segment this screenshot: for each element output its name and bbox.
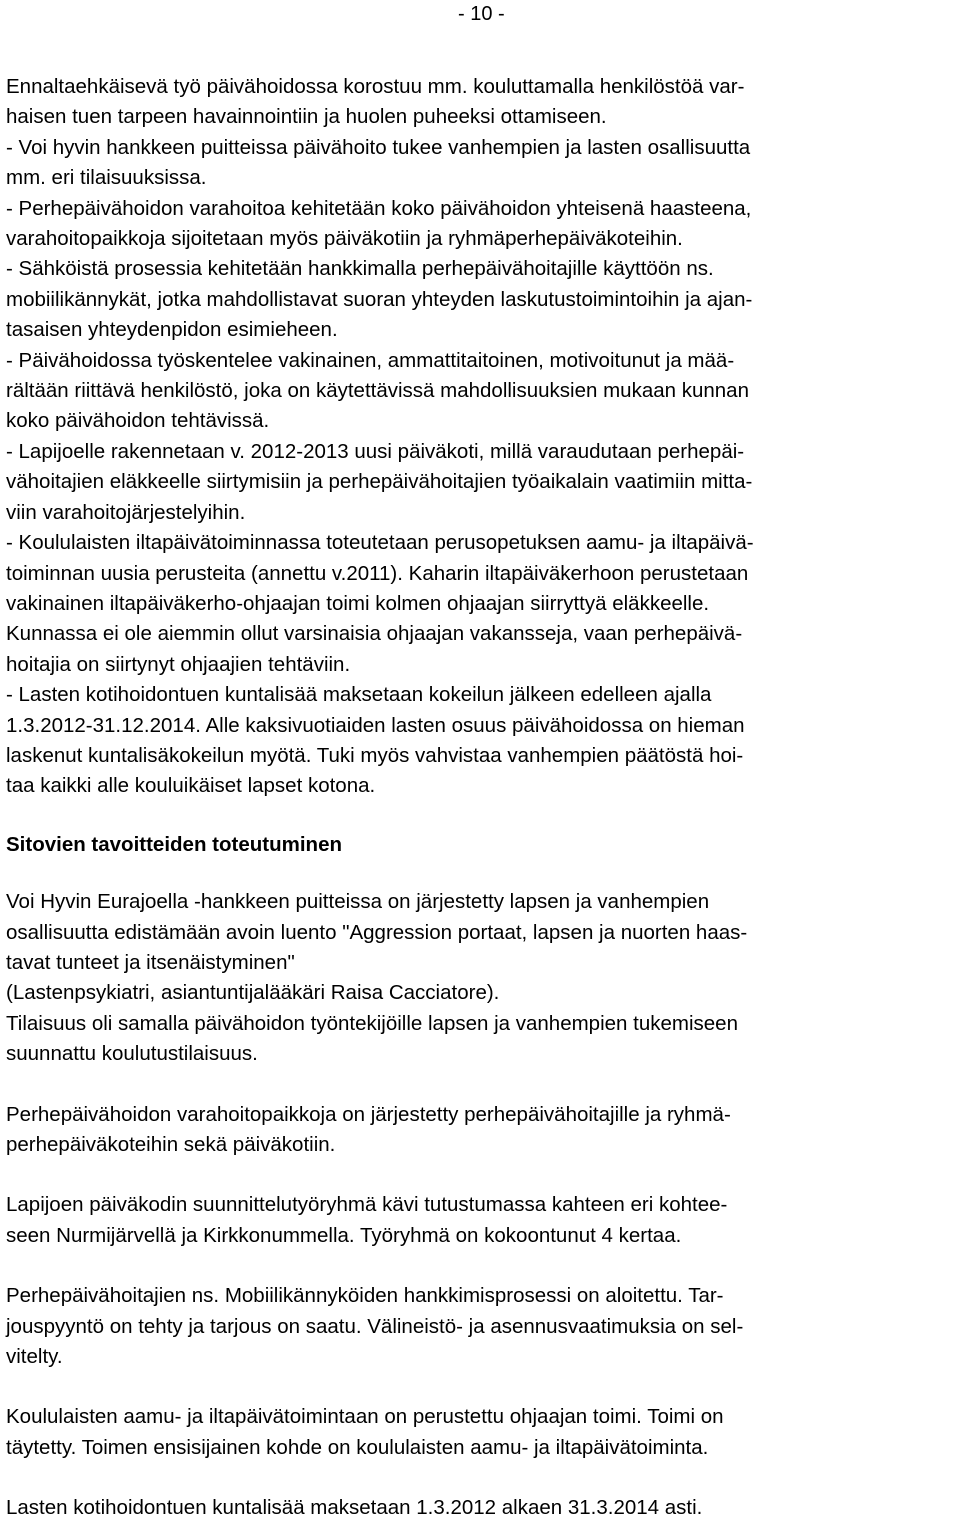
text-line: Koululaisten aamu- ja iltapäivätoimintaan on perustettu ohjaajan toimi. Toimi on [6, 1405, 724, 1429]
paragraph-school-activities [6, 1402, 951, 1463]
paragraph-event [6, 887, 951, 1069]
text-line: vitelty. [6, 1345, 63, 1369]
paragraph-planning-group [6, 1190, 951, 1251]
text-line: seen Nurmijärvellä ja Kirkkonummella. Työryhmä on kokoontunut 4 kertaa. [6, 1223, 682, 1247]
text-line: Ennaltaehkäisevä työ päivähoidossa korostuu mm. kouluttamalla henkilöstöä var- [6, 75, 745, 98]
text-line: vakinainen iltapäiväkerho-ohjaajan toimi kolmen ohjaajan siirryttyä eläkkeelle. [6, 591, 710, 615]
block-intro-list [6, 72, 951, 802]
text-line: Lasten kotihoidontuen kuntalisää maksetaan 1.3.2012 alkaen 31.3.2014 asti. [6, 1496, 703, 1520]
text-line: rältään riittävä henkilöstö, joka on käytettävissä mahdollisuuksien mukaan kunnan [6, 379, 749, 403]
text-line: (Lastenpsykiatri, asiantuntijalääkäri Raisa Cacciatore). [6, 981, 500, 1005]
text-line: - Päivähoidossa työskentelee vakinainen, ammattitaitoinen, motivoitunut ja mää- [6, 348, 735, 372]
text-line: mm. eri tilaisuuksissa. [6, 166, 207, 190]
text-line: jouspyyntö on tehty ja tarjous on saatu. Välineistö- ja asennusvaatimuksia on sel- [6, 1314, 744, 1338]
text-line: - Koululaisten iltapäivätoiminnassa toteutetaan perusopetuksen aamu- ja iltapäivä- [6, 531, 754, 555]
text-line: tavat tunteet ja itsenäistyminen" [6, 950, 295, 974]
text-line: - Lapijoelle rakennetaan v. 2012-2013 uusi päiväkoti, millä varaudutaan perhepäi- [6, 439, 745, 463]
text-line: Kunnassa ei ole aiemmin ollut varsinaisia ohjaajan vakansseja, vaan perhepäivä- [6, 622, 743, 646]
text-line: osallisuutta edistämään avoin luento "Aggression portaat, lapsen ja nuorten haas- [6, 920, 748, 944]
text-line: 1.3.2012-31.12.2014. Alle kaksivuotiaiden lasten osuus päivähoidossa on hieman [6, 713, 745, 737]
text-line: koko päivähoidon tehtävissä. [6, 409, 270, 433]
text-line: - Perhepäivähoidon varahoitoa kehitetään koko päivähoidon yhteisenä haasteena, [6, 196, 752, 220]
text-line: viin varahoitojärjestelyihin. [6, 500, 246, 524]
text-line: varahoitopaikkoja sijoitetaan myös päiväkotiin ja ryhmäperhepäiväkoteihin. [6, 227, 683, 251]
section-heading: Sitovien tavoitteiden toteutuminen [6, 832, 342, 856]
text-line: perhepäiväkoteihin sekä päiväkotiin. [6, 1133, 336, 1156]
paragraph-mobile-phones [6, 1281, 951, 1372]
text-line: mobiilikännykät, jotka mahdollistavat suoran yhteyden laskutustoimintoihin ja ajan- [6, 287, 753, 311]
text-line: taa kaikki alle kouluikäiset lapset kotona. [6, 774, 376, 798]
text-line: Lapijoen päiväkodin suunnittelutyöryhmä kävi tutustumassa kahteen eri kohtee- [6, 1193, 728, 1217]
text-line: haisen tuen tarpeen havainnointiin ja huolen puheeksi ottamiseen. [6, 105, 607, 129]
text-line: tasaisen yhteydenpidon esimieheen. [6, 318, 338, 342]
text-line: vähoitajien eläkkeelle siirtymisiin ja perhepäivähoitajien työaikalain vaatimiin mitta- [6, 470, 753, 494]
text-line: Perhepäivähoitajien ns. Mobiilikännyköiden hankkimisprosessi on aloitettu. Tar- [6, 1284, 724, 1308]
text-line: - Voi hyvin hankkeen puitteissa päivähoito tukee vanhempien ja lasten osallisuutta [6, 135, 751, 159]
text-line: laskenut kuntalisäkokeilun myötä. Tuki myös vahvistaa vanhempien päätöstä hoi- [6, 743, 744, 767]
document-body [6, 72, 951, 1524]
paragraph-home-care-allowance [6, 1493, 951, 1523]
text-line: suunnattu koulutustilaisuus. [6, 1042, 258, 1066]
text-line: - Lasten kotihoidontuen kuntalisää maksetaan kokeilun jälkeen edelleen ajalla [6, 683, 712, 707]
text-line: Tilaisuus oli samalla päivähoidon työntekijöille lapsen ja vanhempien tukemiseen [6, 1011, 738, 1035]
text-line: toiminnan uusia perusteita (annettu v.2011). Kaharin iltapäiväkerhoon perustetaan [6, 561, 749, 585]
text-line: hoitajia on siirtynyt ohjaajien tehtäviin. [6, 652, 351, 676]
text-line: täytetty. Toimen ensisijainen kohde on koululaisten aamu- ja iltapäivätoiminta. [6, 1435, 709, 1459]
page-number: - 10 - [458, 3, 505, 25]
text-line: Voi Hyvin Eurajoella -hankkeen puitteissa on järjestetty lapsen ja vanhempien [6, 890, 710, 914]
text-line: Perhepäivähoidon varahoitopaikkoja on järjestetty perhepäivähoitajille ja ryhmä- [6, 1102, 731, 1126]
paragraph-substitute-care [6, 1100, 951, 1161]
text-line: - Sähköistä prosessia kehitetään hankkimalla perhepäivähoitajille käyttöön ns. [6, 257, 714, 281]
